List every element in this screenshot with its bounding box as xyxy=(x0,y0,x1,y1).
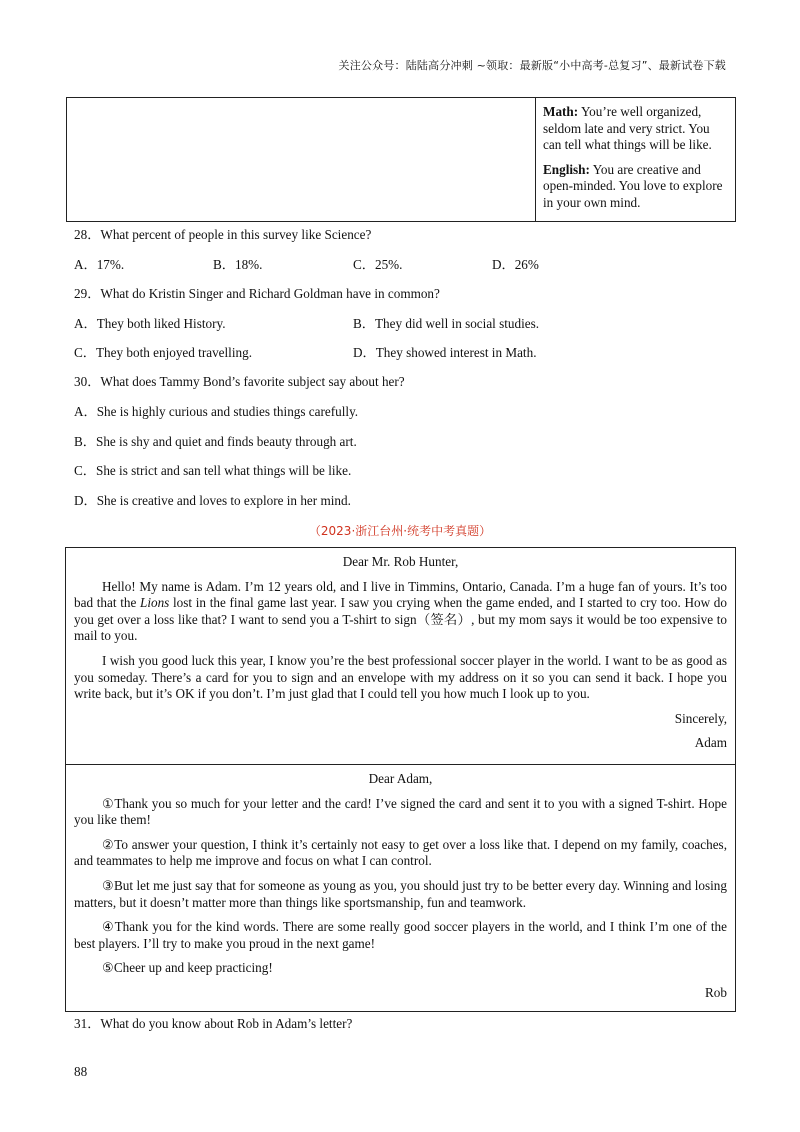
letter1-p1-part-a: Hello! My name is Adam. I’m 12 years old, and I live in Timmins, Ontario, Canada. I’m a huge fan of yours. It’s too bad that the xyxy=(74,578,727,611)
q28-option-c[interactable]: C．25%. xyxy=(353,257,403,272)
q29-option-d[interactable]: D．They showed interest in Math. xyxy=(353,345,537,360)
letter1-closing: Sincerely, xyxy=(674,710,727,726)
letter2-paragraph: ④Thank you for the kind words. There are some really good soccer players in the world, and I think I’m one of the best players. I’ll try to make you proud in the next game! xyxy=(74,919,727,951)
table-divider xyxy=(535,98,536,221)
q30-option-a[interactable]: A．She is highly curious and studies things carefully. xyxy=(74,404,359,419)
math-text: You’re well organized, seldom late and very strict. You can tell what things will be like. xyxy=(543,104,712,152)
q29-option-a[interactable]: A．They both liked History. xyxy=(74,316,226,331)
letter1-paragraph-2: I wish you good luck this year, I know you’re the best professional soccer player in the world. I want to be as good as you someday. There’s a card for you to sign and an envelope with my address on it so you can send it back. I hope you write back, but it’s OK if you don’t. I’m just glad that I could tell you how much I look up to you. xyxy=(74,652,727,702)
q30-stem: 30．What does Tammy Bond’s favorite subject say about her? xyxy=(74,374,405,389)
letter2-paragraph: ⑤Cheer up and keep practicing! xyxy=(102,960,273,976)
q29-option-b[interactable]: B．They did well in social studies. xyxy=(353,316,540,331)
letter1-signature: Adam xyxy=(694,735,727,751)
q29-option-c[interactable]: C．They both enjoyed travelling. xyxy=(74,345,252,360)
table-cell xyxy=(543,104,731,219)
math-entry xyxy=(543,104,731,154)
math-label: Math: xyxy=(543,104,579,119)
q28-option-d[interactable]: D．26% xyxy=(492,257,539,272)
letter2-paragraph: ③But let me just say that for someone as young as you, you should just try to be better every day. Winning and losing matters, but it doesn’t matter more than things like sportsmanship, fun and teamwork. xyxy=(74,877,727,910)
letter1-greeting: Dear Mr. Rob Hunter, xyxy=(342,554,459,569)
page-number: 88 xyxy=(74,1064,88,1079)
page-header: 关注公众号：陆陆高分冲刺 ~领取：最新版“小中高考-总复习”、最新试卷下载 xyxy=(338,59,726,72)
letter-from-adam xyxy=(65,547,736,765)
q30-option-d[interactable]: D．She is creative and loves to explore in her mind. xyxy=(74,493,351,508)
english-text: You are creative and open-minded. You love to explore in your own mind. xyxy=(543,161,723,210)
lions-team-name: Lions xyxy=(140,595,170,611)
q28-option-a[interactable]: A．17%. xyxy=(74,257,125,272)
q29-stem: 29．What do Kristin Singer and Richard Goldman have in common? xyxy=(74,286,440,301)
subject-table xyxy=(66,97,736,222)
letter-from-rob xyxy=(65,764,736,1012)
q28-option-b[interactable]: B．18%. xyxy=(213,257,263,272)
letter1-p1-part-b: lost in the final game last year. I saw you crying when the game ended, and I started to cry too. How do you get over a loss like that? I want to send you a T-shirt to sign（签名）, but my mom says it would be too expensive to mail to you. xyxy=(74,595,727,644)
letter2-greeting: Dear Adam, xyxy=(368,771,433,786)
letter2-paragraph: ①Thank you so much for your letter and the card! I’ve signed the card and sent it to you with a signed T-shirt. Hope you like them! xyxy=(74,795,727,828)
letter1-paragraph-1 xyxy=(74,579,727,645)
english-label: English: xyxy=(543,161,590,177)
english-entry xyxy=(543,162,731,212)
q30-option-c[interactable]: C．She is strict and san tell what things will be like. xyxy=(74,463,352,478)
q31-stem: 31．What do you know about Rob in Adam’s letter? xyxy=(74,1016,353,1031)
q28-stem: 28．What percent of people in this survey like Science? xyxy=(74,227,372,242)
q30-option-b[interactable]: B．She is shy and quiet and finds beauty through art. xyxy=(74,434,357,449)
letter2-paragraph: ②To answer your question, I think it’s certainly not easy to get over a loss like that. I depend on my family, coaches, and teammates to help me improve and focus on what I can control. xyxy=(74,836,727,869)
letter2-signature: Rob xyxy=(705,984,727,1000)
source-label: （2023·浙江台州·统考中考真题） xyxy=(308,524,492,538)
